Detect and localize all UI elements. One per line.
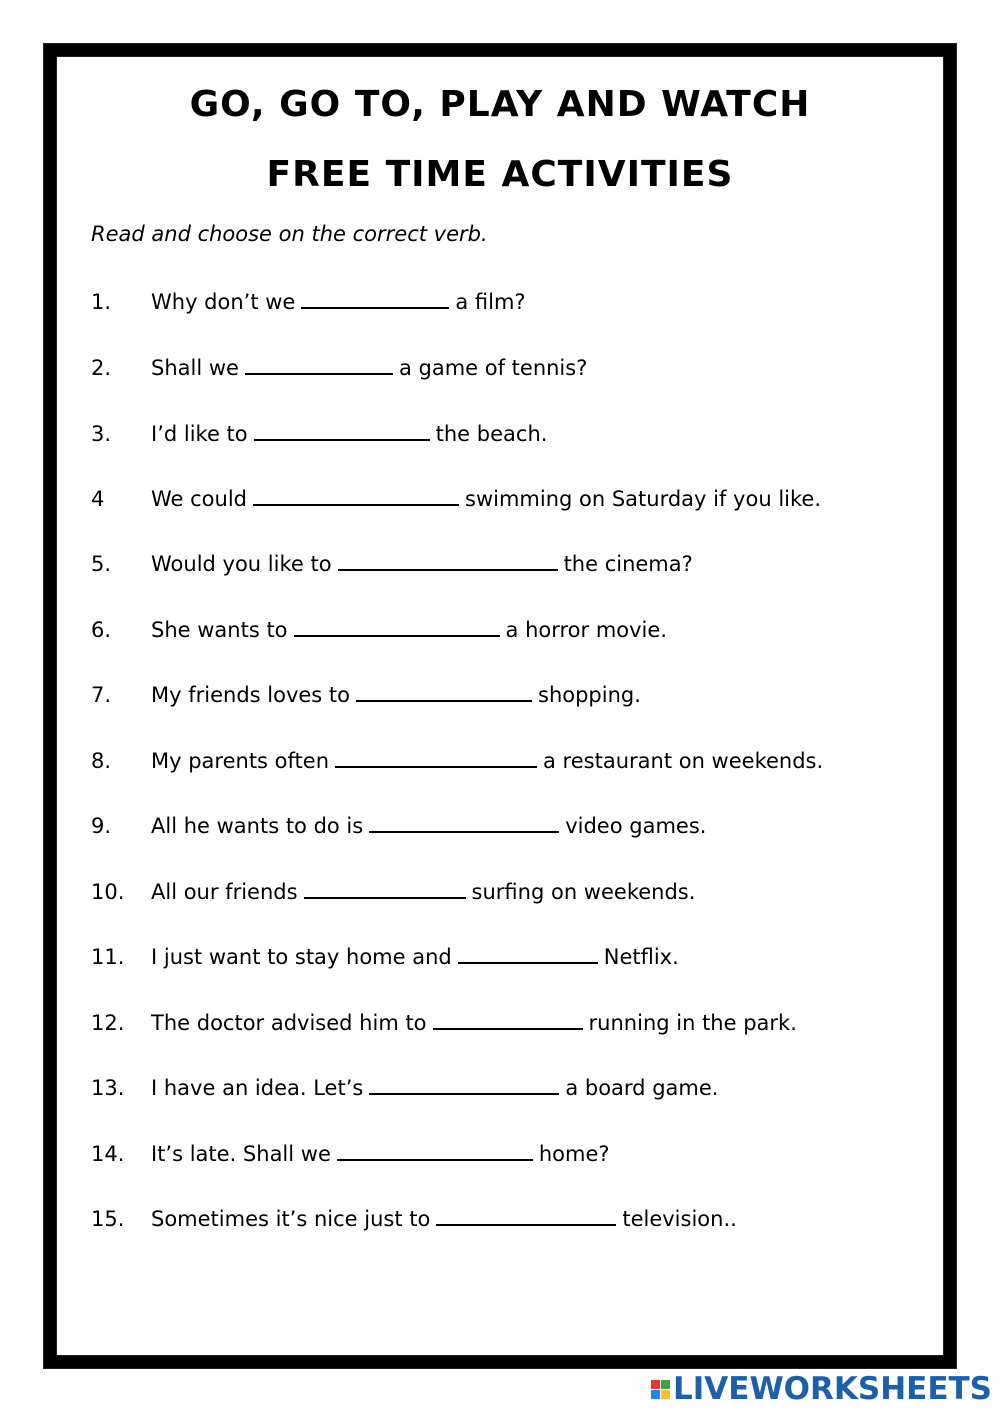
- question-number: 8.: [91, 749, 112, 773]
- question-before: All our friends: [151, 880, 298, 904]
- question-before: Sometimes it’s nice just to: [151, 1207, 431, 1231]
- question-text: [151, 1071, 718, 1105]
- question-after: a board game.: [565, 1076, 719, 1100]
- question-number: 5.: [91, 552, 112, 576]
- question-text: [151, 1006, 797, 1040]
- question-after: a horror movie.: [505, 618, 667, 642]
- question-after: television..: [622, 1207, 737, 1231]
- logo-block: [651, 1380, 660, 1389]
- question-number: 14.: [91, 1142, 125, 1166]
- question-before: My parents often: [151, 749, 330, 773]
- answer-blank[interactable]: [337, 1139, 533, 1161]
- question-number: 11.: [91, 945, 125, 969]
- question-number: 10.: [91, 880, 125, 904]
- question-after: video games.: [565, 814, 707, 838]
- question-after: swimming on Saturday if you like.: [465, 487, 821, 511]
- question-before: Would you like to: [151, 552, 332, 576]
- answer-blank[interactable]: [294, 615, 500, 637]
- question-text: [151, 875, 695, 909]
- question-before: Why don’t we: [151, 290, 296, 314]
- question-before: The doctor advised him to: [151, 1011, 427, 1035]
- question-text: [151, 482, 821, 516]
- answer-blank[interactable]: [254, 419, 430, 441]
- page-title: GO, GO TO, PLAY AND WATCH: [189, 84, 811, 125]
- question-after: a film?: [455, 290, 526, 314]
- logo-block: [651, 1390, 660, 1399]
- logo-text: LIVEWORKSHEETS: [673, 1371, 992, 1407]
- question-text: [151, 678, 641, 712]
- question-after: surfing on weekends.: [471, 880, 696, 904]
- question-number: 15.: [91, 1207, 125, 1231]
- question-text: [151, 1202, 737, 1236]
- page-subtitle: FREE TIME ACTIVITIES: [266, 154, 734, 195]
- question-text: [151, 940, 679, 974]
- answer-blank[interactable]: [335, 746, 537, 768]
- question-after: home?: [538, 1142, 610, 1166]
- answer-blank[interactable]: [338, 549, 558, 571]
- question-number: 1.: [91, 290, 112, 314]
- question-after: a restaurant on weekends.: [543, 749, 824, 773]
- question-number: 9.: [91, 814, 112, 838]
- answer-blank[interactable]: [304, 877, 466, 899]
- answer-blank[interactable]: [458, 942, 598, 964]
- question-text: [151, 1137, 610, 1171]
- question-after: the beach.: [435, 422, 548, 446]
- question-number: 13.: [91, 1076, 125, 1100]
- answer-blank[interactable]: [436, 1204, 616, 1226]
- question-number: 6.: [91, 618, 112, 642]
- question-text: [151, 547, 693, 581]
- question-text: [151, 744, 823, 778]
- question-before: It’s late. Shall we: [151, 1142, 331, 1166]
- question-text: [151, 285, 526, 319]
- answer-blank[interactable]: [369, 811, 559, 833]
- question-before: My friends loves to: [151, 683, 350, 707]
- question-before: All he wants to do is: [151, 814, 364, 838]
- question-number: 3.: [91, 422, 112, 446]
- question-after: a game of tennis?: [398, 356, 588, 380]
- question-before: I just want to stay home and: [151, 945, 452, 969]
- question-before: I have an idea. Let’s: [151, 1076, 364, 1100]
- question-after: Netflix.: [603, 945, 679, 969]
- logo-blocks-icon: [651, 1380, 670, 1399]
- answer-blank[interactable]: [253, 484, 459, 506]
- question-after: the cinema?: [563, 552, 693, 576]
- answer-blank[interactable]: [356, 680, 532, 702]
- instruction-text: Read and choose on the correct verb.: [91, 222, 488, 246]
- answer-blank[interactable]: [245, 353, 393, 375]
- question-after: running in the park.: [588, 1011, 797, 1035]
- question-number: 4: [91, 487, 105, 511]
- question-before: She wants to: [151, 618, 288, 642]
- liveworksheets-logo: [651, 1371, 992, 1407]
- question-before: We could: [151, 487, 247, 511]
- question-text: [151, 351, 587, 385]
- logo-block: [661, 1380, 670, 1389]
- logo-block: [661, 1390, 670, 1399]
- answer-blank[interactable]: [433, 1008, 583, 1030]
- question-number: 2.: [91, 356, 112, 380]
- question-text: [151, 417, 547, 451]
- question-text: [151, 613, 667, 647]
- question-after: shopping.: [538, 683, 641, 707]
- answer-blank[interactable]: [301, 287, 449, 309]
- question-before: Shall we: [151, 356, 239, 380]
- question-number: 12.: [91, 1011, 125, 1035]
- question-number: 7.: [91, 683, 112, 707]
- answer-blank[interactable]: [369, 1073, 559, 1095]
- question-text: [151, 809, 706, 843]
- question-before: I’d like to: [151, 422, 248, 446]
